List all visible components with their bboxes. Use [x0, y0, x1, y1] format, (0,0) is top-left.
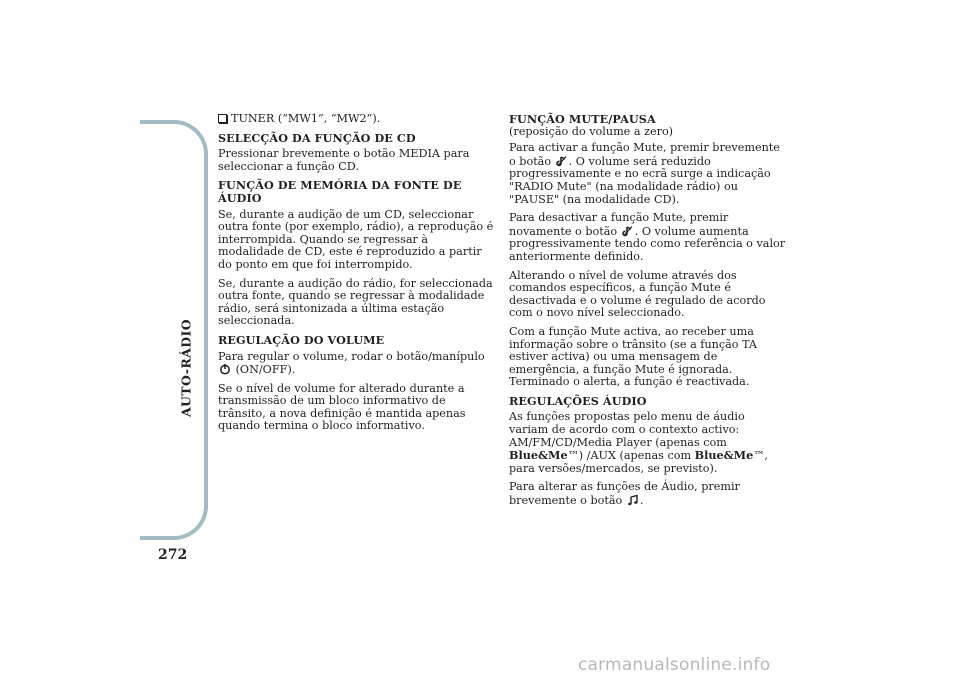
- section-title-cd: SELECÇÃO DA FUNÇÃO DE CD: [218, 130, 416, 145]
- power-knob-icon: [219, 363, 231, 375]
- section-text-audio-1: As funções propostas pelo menu de áudio variam de acordo com o contexto activo: AM/FM/CD/Media Player (apenas com Blue&Me™) /AUX (apenas com Blue&Me™, para versões/mercados, se previsto).: [509, 410, 768, 475]
- section-title-mute: FUNÇÃO MUTE/PAUSA: [509, 112, 656, 126]
- chapter-side-tab: [140, 120, 208, 540]
- watermark: carmanualsonline.info: [578, 655, 771, 675]
- section-title-volume: REGULAÇÃO DO VOLUME: [218, 332, 385, 347]
- brand-name: Blue&Me: [509, 448, 568, 463]
- section-text-mute-2: Para desactivar a função Mute, premir novamente o botão . O volume aumenta progressivamente tendo como referência o valor anteriormente definido.: [509, 211, 786, 263]
- brand-name: Blue&Me: [694, 448, 754, 463]
- section-text-mute-4: Com a função Mute activa, ao receber uma informação sobre o trânsito (se a função TA estiver activa) ou uma mensagem de emergência, a função Mute é ignorada. Terminado o alerta, a função é reactivada.: [509, 324, 758, 389]
- right-column: [509, 113, 787, 514]
- section-text-audio-2: Para alterar as funções de Áudio, premir brevemente o botão .: [509, 480, 740, 508]
- section-text-memory-2: Se, durante a audição do rádio, for seleccionada outra fonte, quando se regressar à modalidade rádio, será sintonizada a última estação seleccionada.: [218, 276, 493, 328]
- section-text-mute-3: Alterando o nível de volume através dos comandos específicos, a função Mute é desactivada e o volume é regulado de acordo com o novo nível seleccionado.: [509, 268, 766, 320]
- checkbox-bullet-icon: [218, 114, 227, 123]
- chapter-label: AUTO-RÁDIO: [178, 318, 194, 418]
- section-title-audio: REGULAÇÕES ÁUDIO: [509, 393, 647, 408]
- section-subtitle-mute: (reposição do volume a zero): [509, 124, 674, 138]
- section-text-mute-1: Para activar a função Mute, premir brevemente o botão . O volume será reduzido progressivamente e no ecrã surge a indicação "RADIO Mute" (na modalidade rádio) ou "PAUSE" (na modalidade CD).: [509, 141, 780, 206]
- mute-button-icon: [622, 225, 634, 237]
- section-text-volume-2: Se o nível de volume for alterado durante a transmissão de um bloco informativo de trânsito, a nova definição é mantida apenas quando termina o bloco informativo.: [218, 381, 466, 433]
- mute-button-icon: [556, 155, 568, 167]
- bullet-item: TUNER (“MW1”, “MW2”).: [218, 113, 496, 126]
- section-text-memory-1: Se, durante a audição de um CD, seleccionar outra fonte (por exemplo, rádio), a reprodução é interrompida. Quando se regressar à modalidade de CD, este é reproduzido a partir do ponto em que foi interrompido.: [218, 207, 494, 271]
- section-title-memory: FUNÇÃO DE MEMÓRIA DA FONTE DE ÁUDIO: [218, 178, 462, 205]
- left-column: [218, 113, 496, 439]
- section-text-volume-1: Para regular o volume, rodar o botão/manípulo (ON/OFF).: [218, 349, 485, 377]
- music-note-icon: [627, 494, 639, 506]
- page-number: 272: [158, 547, 188, 563]
- section-text-cd: Pressionar brevemente o botão MEDIA para seleccionar a função CD.: [218, 147, 470, 173]
